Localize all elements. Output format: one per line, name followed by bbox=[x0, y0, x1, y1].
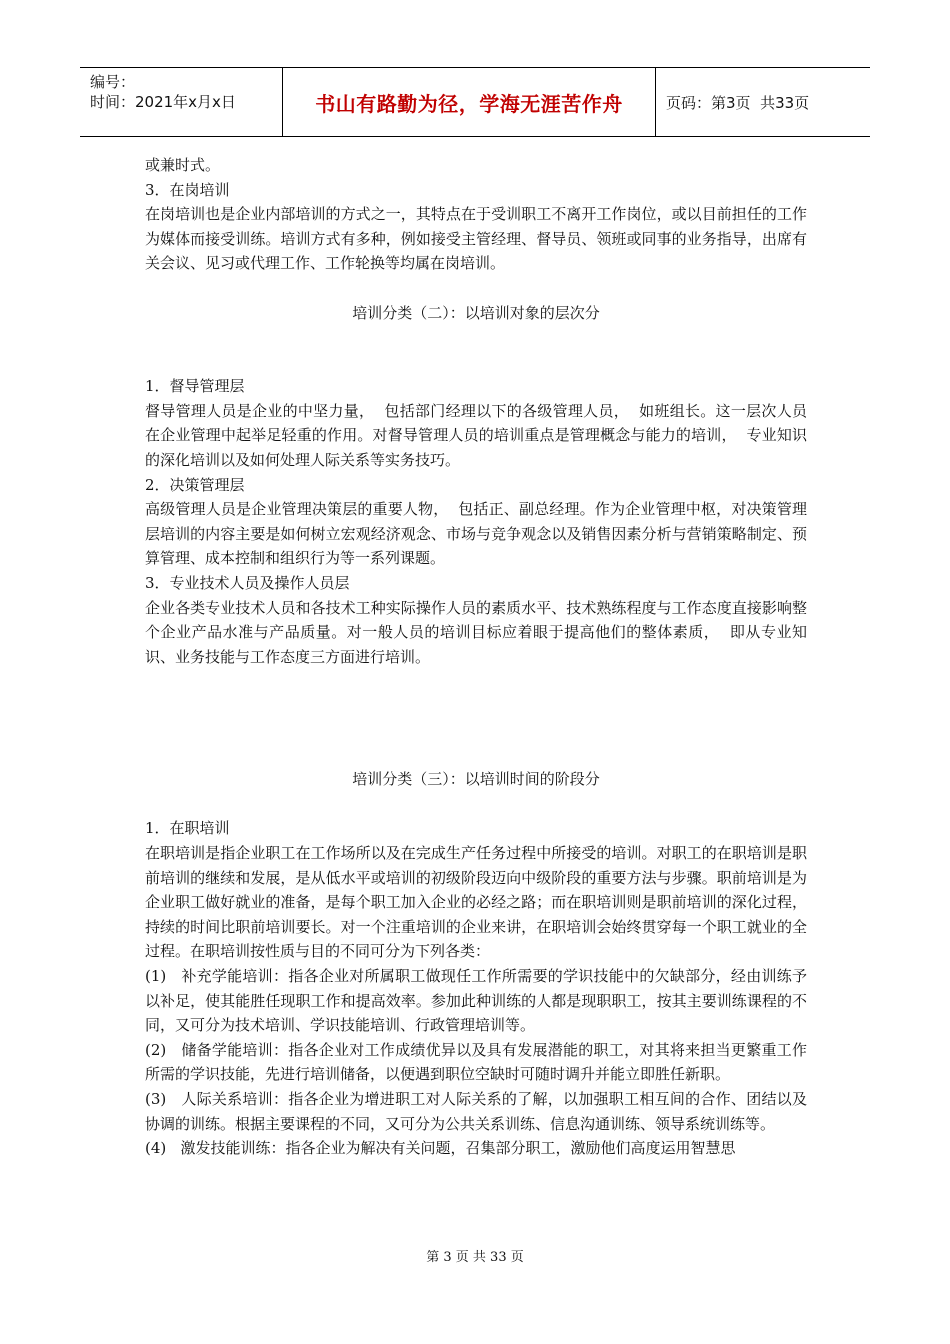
list-item: (3) 人际关系培训：指各企业为增进职工对人际关系的了解，以加强职工相互间的合作、团结以及协调的训练。根据主要课程的不同，又可分为公共关系训练、信息沟通训练、领导系统训练等。 bbox=[145, 1090, 807, 1133]
paragraph: 高级管理人员是企业管理决策层的重要人物， 包括正、副总经理。作为企业管理中枢，对决策管理层培训的内容主要是如何树立宏观经济观念、市场与竞争观念以及销售因素分析与营销策略制定、预算管理、成本控制和组织行为等一系列课题。 bbox=[145, 500, 807, 568]
list-item: (1) 补充学能培训：指各企业对所属职工做现任工作所需要的学识技能中的欠缺部分，经由训练予以补足，使其能胜任现职工作和提高效率。参加此种训练的人都是现职职工，按其主要训练课程的不同，又可分为技术培训、学识技能培训、行政管理培训等。 bbox=[145, 967, 807, 1035]
list-item: (2) 储备学能培训：指各企业对工作成绩优异以及具有发展潜能的职工，对其将来担当更繁重工作所需的学识技能，先进行培训储备，以便遇到职位空缺时可随时调升并能立即胜任新职。 bbox=[145, 1040, 807, 1084]
section-title: 1．督导管理层 bbox=[145, 377, 245, 396]
document-body bbox=[145, 153, 807, 1161]
list-item: (4) 激发技能训练：指各企业为解决有关问题，召集部分职工，激励他们高度运用智慧思 bbox=[145, 1139, 736, 1158]
paragraph: 督导管理人员是企业的中坚力量， 包括部门经理以下的各级管理人员， 如班组长。这一层次人员在企业管理中起举足轻重的作用。对督导管理人员的培训重点是管理概念与能力的培训， 专业知识的深化培训以及如何处理人际关系等实务技巧。 bbox=[145, 401, 807, 469]
code-label: 编号： bbox=[90, 73, 136, 91]
header-motto-cell bbox=[282, 68, 656, 136]
section-title: 3．专业技术人员及操作人员层 bbox=[145, 573, 350, 592]
paragraph: 在职培训是指企业职工在工作场所以及在完成生产任务过程中所接受的培训。对职工的在职培训是职前培训的继续和发展，是从低水平或培训的初级阶段迈向中级阶段的重要方法与步骤。职前培训是为企业职工做好就业的准备，是每个职工加入企业的必经之路；而在职培训则是职前培训的深化过程，持续的时间比职前培训要长。对一个注重培训的企业来讲，在职培训会始终贯穿每一个职工就业的全过程。在职培训按性质与目的不同可分为下列各类： bbox=[145, 844, 807, 961]
paragraph: 在岗培训也是企业内部培训的方式之一，其特点在于受训职工不离开工作岗位，或以目前担任的工作为媒体而接受训练。培训方式有多种，例如接受主管经理、督导员、领班或同事的业务指导，出席有关会议、见习或代理工作、工作轮换等均属在岗培训。 bbox=[145, 205, 807, 273]
section-title: 3．在岗培训 bbox=[145, 180, 230, 199]
header-page-cell bbox=[656, 68, 870, 136]
paragraph: 企业各类专业技术人员和各技术工种实际操作人员的素质水平、技术熟练程度与工作态度直接影响整个企业产品水准与产品质量。对一般人员的培训目标应着眼于提高他们的整体素质， 即从专业知识、业务技能与工作态度三方面进行培训。 bbox=[145, 598, 807, 666]
header-left-cell bbox=[80, 68, 282, 136]
page-header bbox=[80, 67, 870, 137]
page-footer: 第 3 页 共 33 页 bbox=[426, 1250, 524, 1265]
section-title: 1．在职培训 bbox=[145, 819, 230, 838]
page-info: 页码：第3页 共33页 bbox=[666, 93, 810, 112]
paragraph: 或兼时式。 bbox=[145, 156, 221, 174]
category-heading: 培训分类（三）：以培训时间的阶段分 bbox=[352, 770, 600, 789]
time-label: 时间：2021年x月x日 bbox=[90, 93, 236, 111]
category-heading: 培训分类（二）：以培训对象的层次分 bbox=[352, 303, 600, 322]
motto-text: 书山有路勤为径，学海无涯苦作舟 bbox=[315, 91, 623, 116]
section-title: 2．决策管理层 bbox=[145, 475, 245, 494]
